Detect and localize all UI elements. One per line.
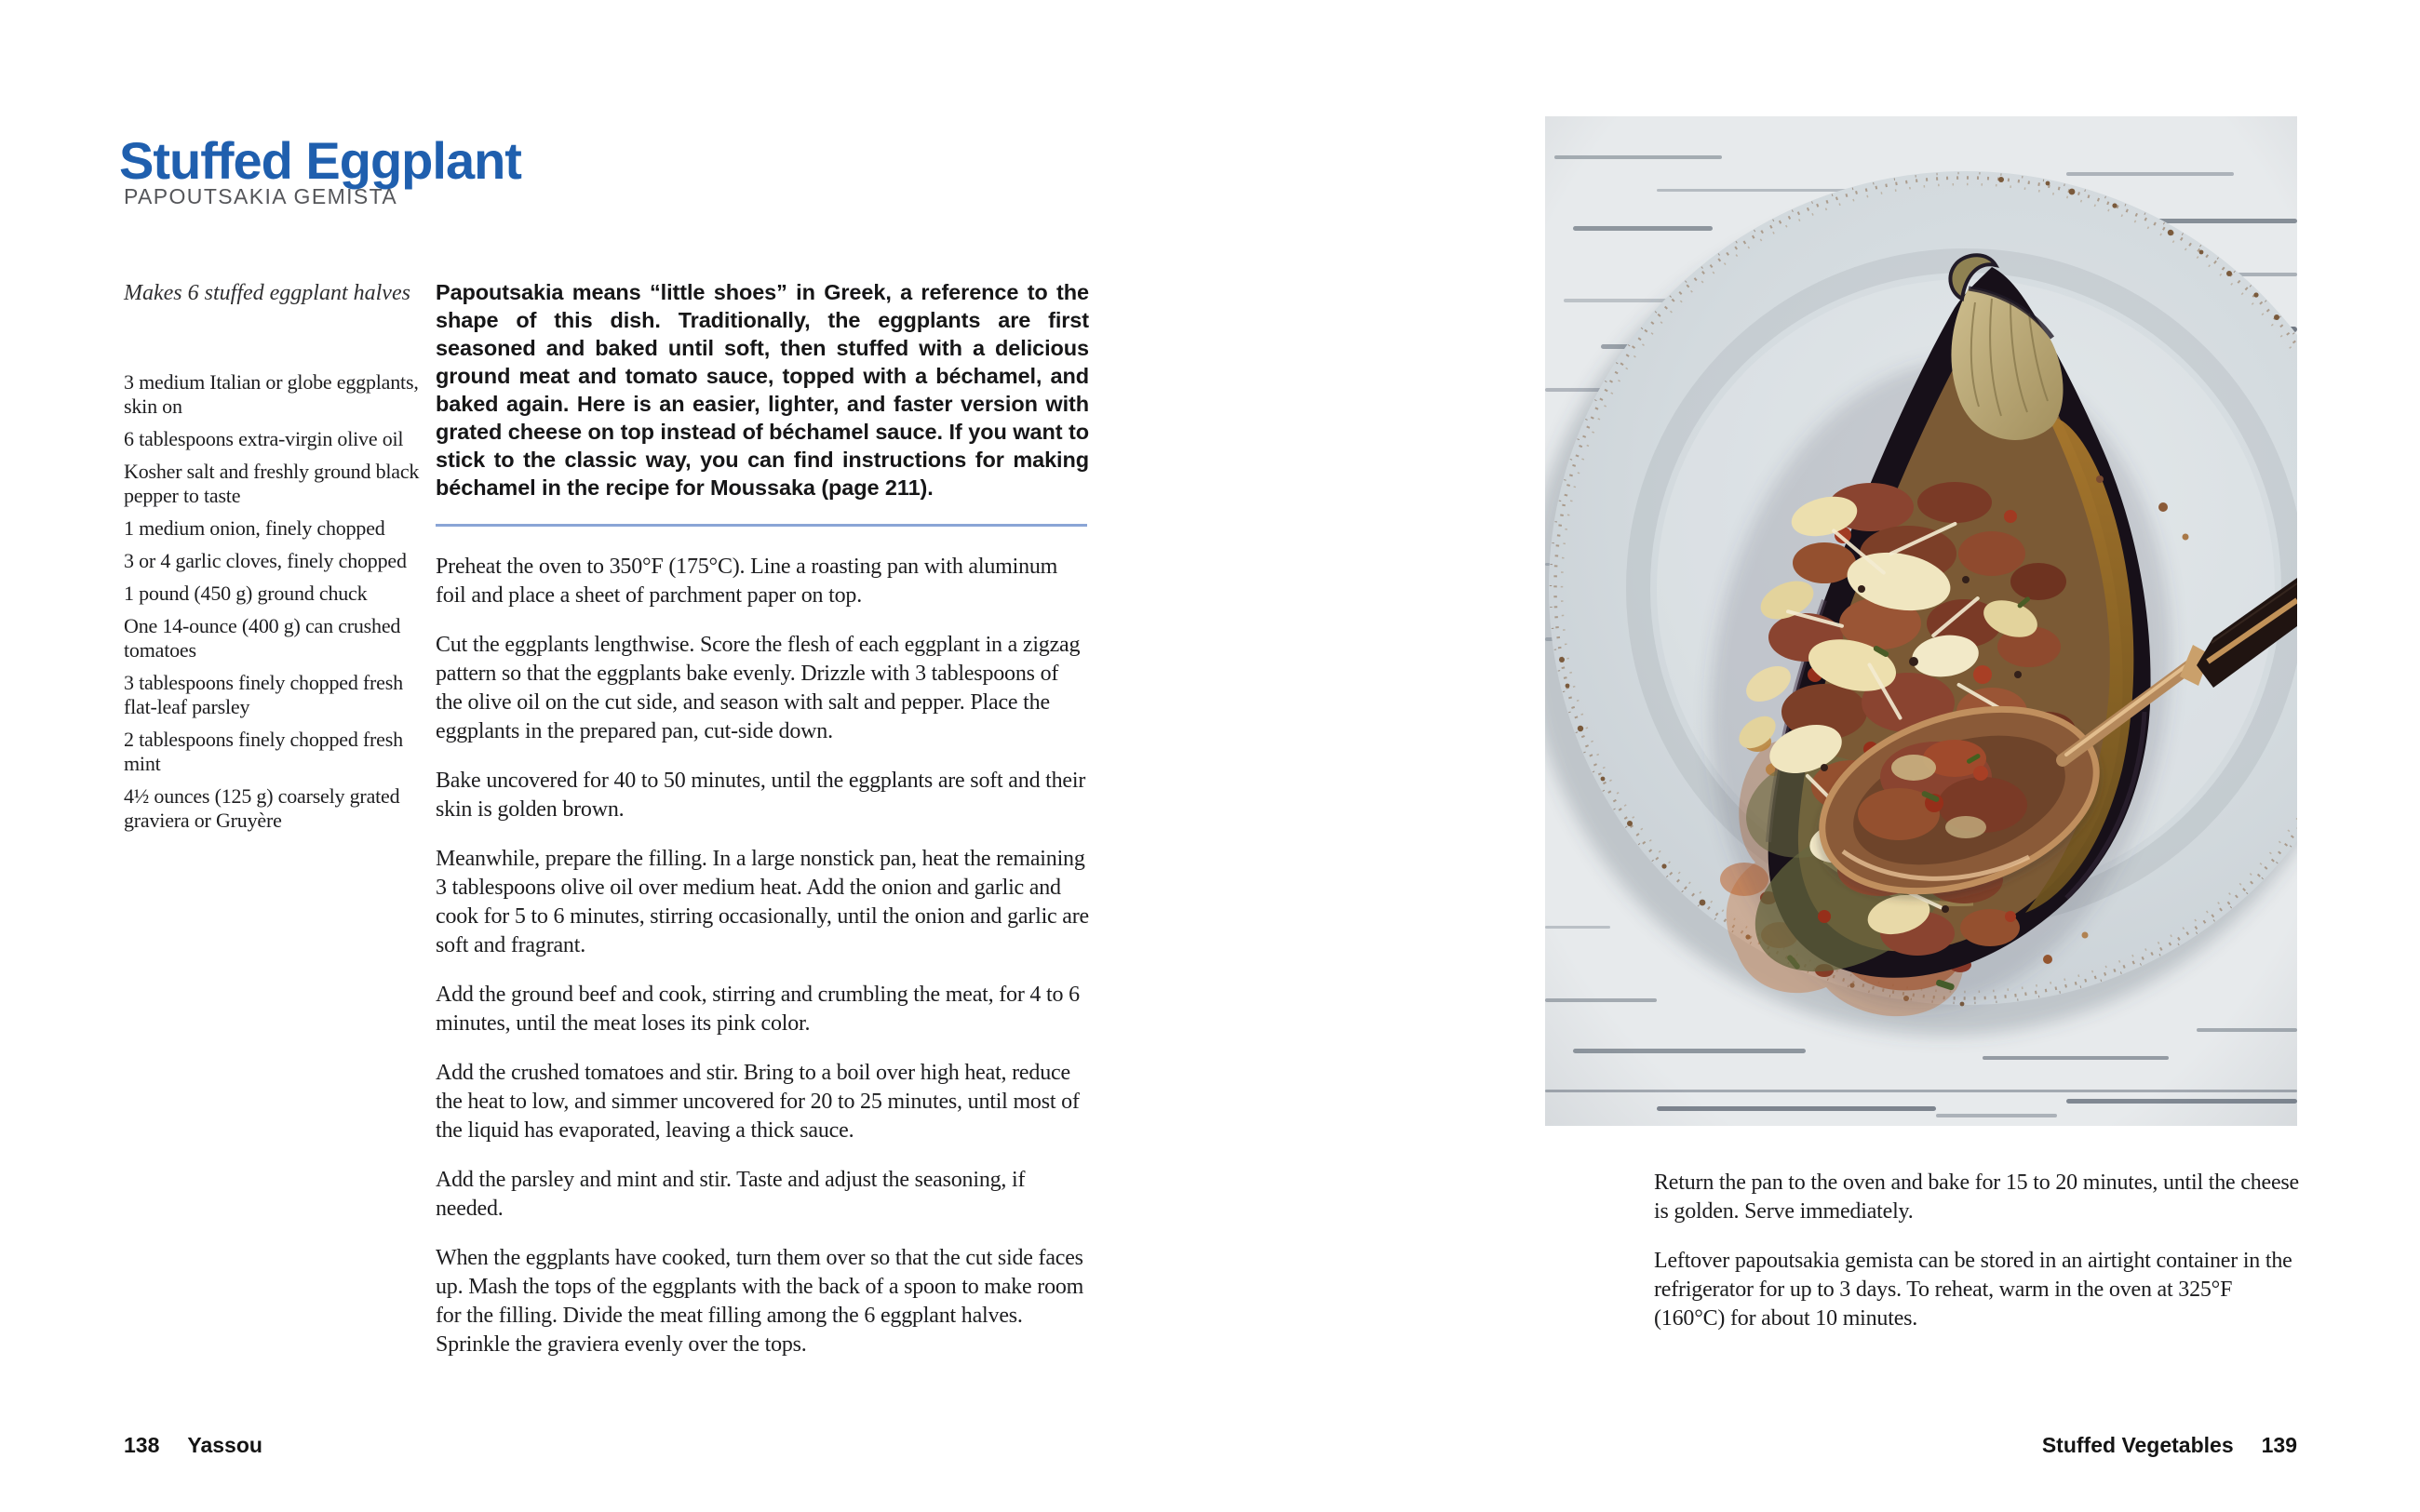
page-title: Stuffed Eggplant: [119, 130, 521, 190]
intro-column: [436, 278, 1089, 502]
ingredient-item: 3 medium Italian or globe eggplants, skin on: [124, 370, 419, 418]
ingredient-item: 3 or 4 garlic cloves, finely chopped: [124, 549, 407, 572]
ingredient-item: 1 pound (450 g) ground chuck: [124, 582, 368, 605]
yield-note: Makes 6 stuffed eggplant halves: [124, 281, 410, 305]
step-paragraph: Leftover papoutsakia gemista can be stored in an airtight container in the refrigerator for up to 3 days. To reheat, warm in the oven at 325°F (160°C) for about 10 minutes.: [1654, 1249, 2292, 1331]
photo-vignette: [1545, 116, 2297, 1126]
recipe-subtitle: PAPOUTSAKIA GEMISTA: [124, 184, 398, 208]
step-paragraph: Preheat the oven to 350°F (175°C). Line a roasting pan with aluminum foil and place a sheet of parchment paper on top.: [436, 555, 1058, 608]
ingredient-item: One 14-ounce (400 g) can crushed tomatoes: [124, 614, 401, 662]
ingredient-item: 4½ ounces (125 g) coarsely grated graviera or Gruyère: [124, 784, 400, 832]
footer-right: [1545, 1433, 2297, 1458]
ingredient-list: [124, 370, 424, 841]
step-paragraph: Return the pan to the oven and bake for 15 to 20 minutes, until the cheese is golden. Serve immediately.: [1654, 1171, 2300, 1224]
ingredient-item: 2 tablespoons finely chopped fresh mint: [124, 728, 403, 775]
step-paragraph: Add the ground beef and cook, stirring and crumbling the meat, for 4 to 6 minutes, until the meat loses its pink color.: [436, 983, 1080, 1036]
step-paragraph: Cut the eggplants lengthwise. Score the flesh of each eggplant in a zigzag pattern so that the eggplants bake evenly. Drizzle with 3 tablespoons of the olive oil on the cut side, and season with salt and pepper. Place the eggplants in the prepared pan, cut-side down.: [436, 633, 1081, 743]
step-paragraph: Add the crushed tomatoes and stir. Bring to a boil over high heat, reduce the heat to low, and simmer uncovered for 20 to 25 minutes, until most of the liquid has evaporated, leaving a thick sauce.: [436, 1061, 1080, 1143]
ingredient-item: 3 tablespoons finely chopped fresh flat-leaf parsley: [124, 671, 403, 718]
step-paragraph: Add the parsley and mint and stir. Taste and adjust the seasoning, if needed.: [436, 1168, 1026, 1221]
ingredient-item: Kosher salt and freshly ground black pepper to taste: [124, 460, 420, 507]
step-paragraph: Meanwhile, prepare the filling. In a large nonstick pan, heat the remaining 3 tablespoons olive oil over medium heat. Add the onion and garlic and cook for 5 to 6 minutes, stirring occasionally, until the onion and garlic are soft and fragrant.: [436, 847, 1089, 957]
page-number-left: 138: [124, 1433, 160, 1457]
step-paragraph: When the eggplants have cooked, turn them over so that the cut side faces up. Mash the tops of the eggplants with the back of a spoon to make room for the filling. Divide the meat filling among the 6 eggplant halves. Sprinkle the graviera evenly over the tops.: [436, 1246, 1084, 1357]
page-number-right: 139: [2261, 1433, 2297, 1457]
chapter-title: Stuffed Vegetables: [2041, 1433, 2234, 1457]
recipe-photo: [1545, 116, 2297, 1126]
section-divider: [436, 524, 1087, 527]
ingredient-item: 6 tablespoons extra-virgin olive oil: [124, 427, 404, 450]
footer-left: [124, 1433, 262, 1458]
step-paragraph: Bake uncovered for 40 to 50 minutes, until the eggplants are soft and their skin is golden brown.: [436, 769, 1086, 822]
intro-paragraph: Papoutsakia means “little shoes” in Greek, a reference to the shape of this dish. Traditionally, the eggplants are first seasoned and baked until soft, then stuffed with a delicious ground meat and tomato sauce, topped with a béchamel, and baked again. Here is an easier, lighter, and faster version with grated cheese on top instead of béchamel sauce. If you want to stick to the classic way, you can find instructions for making béchamel in the recipe for Moussaka (page 211).: [436, 280, 1089, 500]
instruction-column-continued: [1654, 1169, 2306, 1354]
instruction-column: [436, 553, 1089, 1380]
ingredient-item: 1 medium onion, finely chopped: [124, 516, 385, 540]
book-title: Yassou: [187, 1433, 262, 1457]
